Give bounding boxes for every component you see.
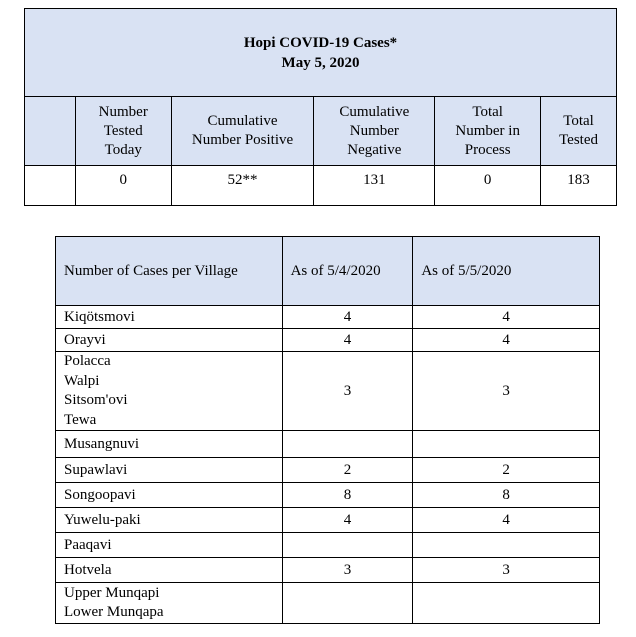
cases-as-of-5-4: 4 [282, 329, 413, 352]
village-name-cell [56, 458, 283, 483]
village-name-cell [56, 306, 283, 329]
village-name: Supawlavi [64, 462, 128, 478]
cases-as-of-5-4 [282, 583, 413, 624]
village-name: Yuwelu-paki [64, 512, 141, 528]
cases-as-of-5-5: 2 [413, 458, 600, 483]
header-cumulative-positive: Cumulative Number Positive [171, 97, 314, 166]
value-tested-today: 0 [75, 166, 171, 206]
cases-as-of-5-4: 8 [282, 483, 413, 508]
cases-as-of-5-4: 4 [282, 306, 413, 329]
cases-table-title-cell [25, 9, 617, 97]
cases-as-of-5-4 [282, 533, 413, 558]
village-row [56, 352, 600, 431]
header-tested-today: Number Tested Today [75, 97, 171, 166]
cases-table-date: May 5, 2020 [281, 54, 360, 71]
village-name-cell [56, 508, 283, 533]
village-row [56, 558, 600, 583]
cases-as-of-5-4: 2 [282, 458, 413, 483]
cases-as-of-5-4: 4 [282, 508, 413, 533]
village-cases-table [55, 236, 600, 624]
cases-table-title: Hopi COVID-19 Cases* [243, 34, 398, 51]
village-name: Upper Munqapi [64, 584, 160, 601]
village-name: Walpi [64, 372, 100, 389]
village-name: Sitsom'ovi [64, 392, 128, 408]
header-village: Number of Cases per Village [56, 237, 283, 306]
village-row [56, 458, 600, 483]
cases-as-of-5-5: 3 [413, 352, 600, 431]
village-name: Polacca [64, 353, 111, 369]
cases-as-of-5-5: 8 [413, 483, 600, 508]
village-name-cell [56, 558, 283, 583]
village-name-cell [56, 583, 283, 624]
village-name: Lower Munqapa [64, 604, 164, 620]
value-blank-cell [25, 166, 76, 206]
village-name-cell [56, 533, 283, 558]
village-row [56, 483, 600, 508]
village-name-cell [56, 483, 283, 508]
village-row [56, 306, 600, 329]
header-in-process: Total Number in Process [435, 97, 541, 166]
value-cumulative-positive: 52** [171, 166, 314, 206]
village-name-cell [56, 329, 283, 352]
village-row [56, 533, 600, 558]
village-name: Songoopavi [64, 487, 136, 503]
cases-as-of-5-5: 4 [413, 329, 600, 352]
village-row [56, 329, 600, 352]
village-name: Kiqötsmovi [64, 309, 135, 325]
cases-as-of-5-5 [413, 431, 600, 458]
village-name: Musangnuvi [64, 436, 139, 452]
cases-as-of-5-5: 3 [413, 558, 600, 583]
village-table-body [56, 306, 600, 624]
village-row [56, 583, 600, 624]
village-row [56, 431, 600, 458]
header-total-tested: Total Tested [541, 97, 617, 166]
village-name-cell [56, 352, 283, 431]
header-as-of-5-5: As of 5/5/2020 [413, 237, 600, 306]
cases-as-of-5-4 [282, 431, 413, 458]
cases-as-of-5-4: 3 [282, 352, 413, 431]
village-name: Tewa [64, 411, 97, 428]
village-name: Paaqavi [64, 537, 112, 553]
header-blank-cell [25, 97, 76, 166]
cases-as-of-5-5: 4 [413, 306, 600, 329]
header-as-of-5-4: As of 5/4/2020 [282, 237, 413, 306]
cases-as-of-5-5: 4 [413, 508, 600, 533]
value-in-process: 0 [435, 166, 541, 206]
covid-cases-table [24, 8, 617, 206]
village-name: Orayvi [64, 332, 106, 348]
value-total-tested: 183 [541, 166, 617, 206]
village-row [56, 508, 600, 533]
cases-as-of-5-5 [413, 533, 600, 558]
cases-as-of-5-5 [413, 583, 600, 624]
cases-as-of-5-4: 3 [282, 558, 413, 583]
value-cumulative-negative: 131 [314, 166, 435, 206]
village-name: Hotvela [64, 562, 112, 578]
village-name-cell [56, 431, 283, 458]
header-cumulative-negative: Cumulative Number Negative [314, 97, 435, 166]
